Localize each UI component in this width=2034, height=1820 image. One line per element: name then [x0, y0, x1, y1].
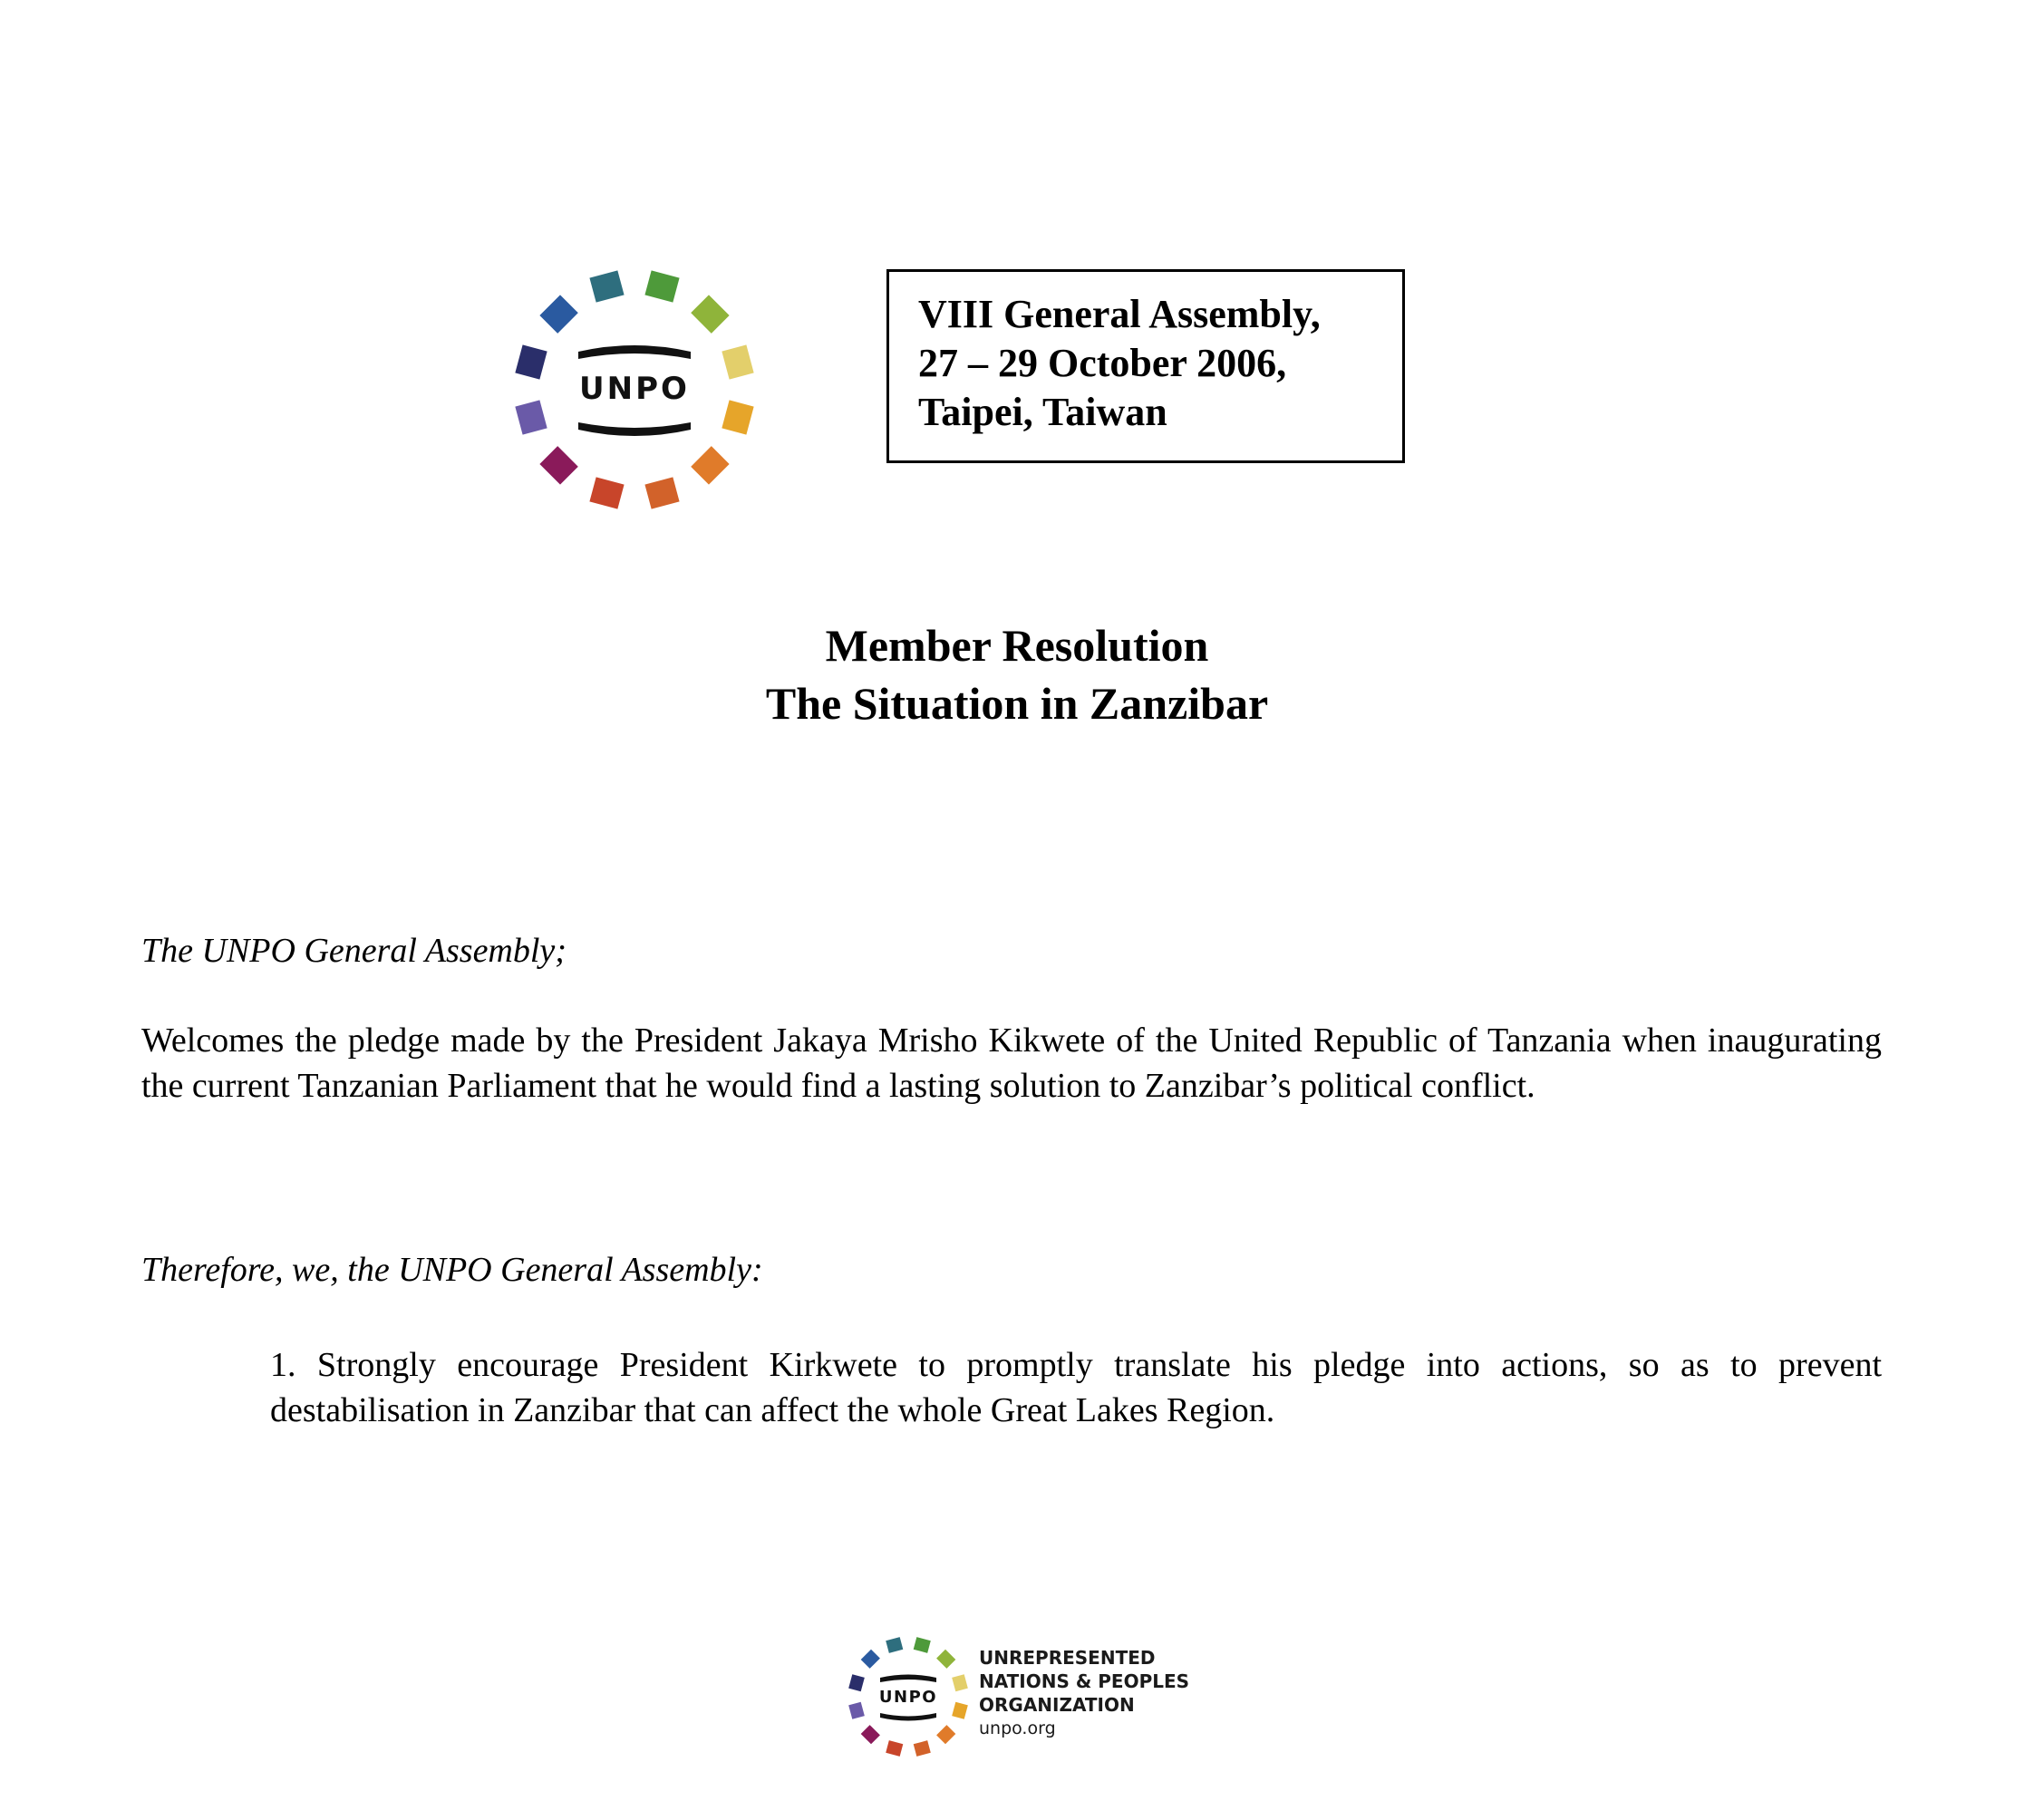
footer-org-line-3: ORGANIZATION [979, 1694, 1135, 1716]
logo-ring-segment [848, 1702, 865, 1719]
unpo-logo [508, 263, 761, 517]
unpo-logo-ring [508, 263, 761, 517]
logo-ring-segment [936, 1725, 955, 1744]
footer-logo-ring [845, 1633, 972, 1760]
logo-ring-segment [644, 477, 679, 508]
logo-upper-swoosh [578, 345, 691, 359]
logo-ring-segment [515, 400, 547, 434]
assembly-dates: 27 – 29 October 2006, [918, 341, 1287, 385]
footer-logo-text: UNPO [878, 1688, 938, 1707]
logo-ring-segment [861, 1650, 880, 1669]
logo-ring-segment [952, 1674, 968, 1691]
footer-org-name [979, 1646, 1189, 1740]
logo-ring-segment [644, 270, 679, 302]
logo-ring-segment [914, 1740, 931, 1757]
footer-logo-upper-swoosh [880, 1675, 936, 1683]
logo-ring-segment [691, 446, 729, 484]
footer-url: unpo.org [979, 1718, 1056, 1738]
therefore-paragraph: Therefore, we, the UNPO General Assembly: [141, 1251, 763, 1289]
logo-ring-segment [848, 1674, 865, 1691]
assembly-location: Taipei, Taiwan [918, 390, 1167, 434]
assembly-name: VIII General Assembly, [918, 292, 1321, 336]
logo-ring-segment [886, 1637, 903, 1653]
intro-paragraph: The UNPO General Assembly; [141, 932, 567, 970]
logo-ring-segment [886, 1740, 903, 1757]
logo-ring-segment [589, 477, 624, 508]
logo-ring-segment [861, 1725, 880, 1744]
logo-ring-segment [539, 295, 577, 333]
logo-ring-segment [722, 344, 753, 379]
resolution-item-1: 1. Strongly encourage President Kirkwete to promptly translate his pledge into actions, so as to prevent destabilisation in Zanzibar that can affect the whole Great Lakes Region. [270, 1346, 1882, 1429]
logo-ring-segment [936, 1650, 955, 1669]
logo-ring-segment [589, 270, 624, 302]
title-line-1: Member Resolution [825, 620, 1209, 671]
footer-org-line-2: NATIONS & PEOPLES [979, 1670, 1190, 1692]
logo-ring-segment [722, 400, 753, 434]
resolution-title [0, 616, 2034, 732]
title-line-2: The Situation in Zanzibar [765, 678, 1269, 729]
footer-unpo-logo [845, 1633, 972, 1760]
welcomes-paragraph: Welcomes the pledge made by the President Jakaya Mrisho Kikwete of the United Republic of Tanzania when inaugurating the current Tanzanian Parliament that he would find a lasting solution to Zanzibar’s political conflict. [141, 1021, 1882, 1105]
logo-ring-segment [539, 446, 577, 484]
logo-ring-segment [515, 344, 547, 379]
footer-org-line-1: UNREPRESENTED [979, 1647, 1156, 1669]
assembly-info-box [886, 269, 1405, 463]
logo-ring-segment [691, 295, 729, 333]
logo-text: UNPO [579, 371, 690, 407]
logo-ring-segment [914, 1637, 931, 1653]
logo-lower-swoosh [578, 422, 691, 436]
logo-ring-segment [952, 1702, 968, 1719]
footer-logo-lower-swoosh [880, 1713, 936, 1721]
